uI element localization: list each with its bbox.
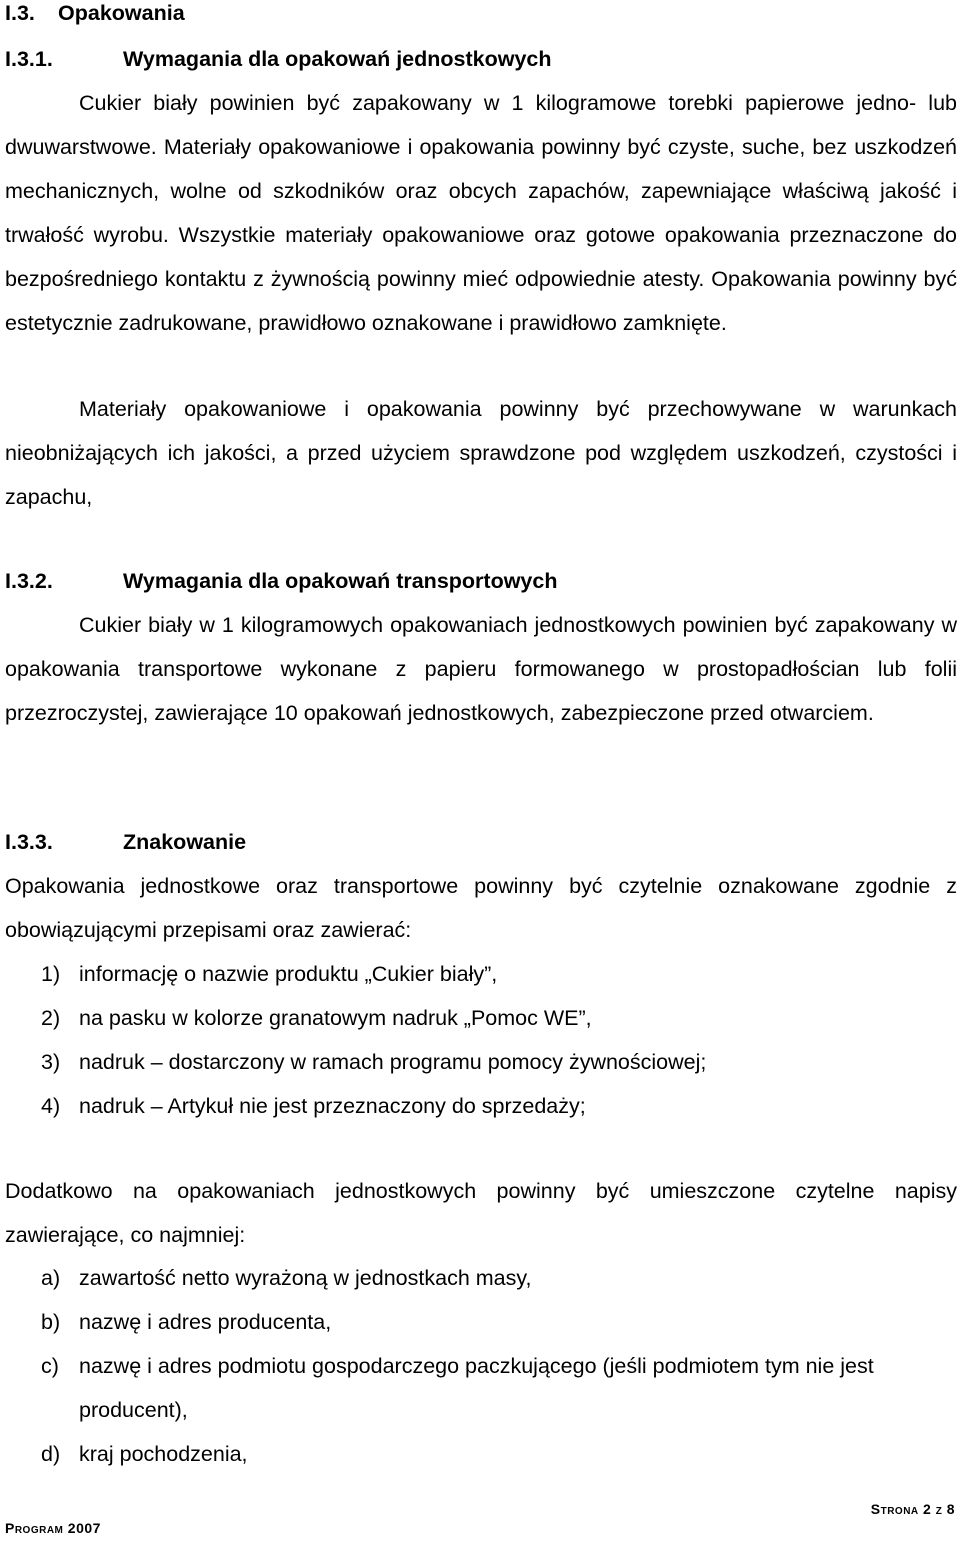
section-heading-1 — [5, 46, 552, 72]
list-item: b) nazwę i adres producenta, — [41, 1310, 332, 1334]
section-number: I.3.2. — [5, 569, 53, 593]
section-heading-3 — [5, 829, 246, 855]
section-number: I.3.3. — [5, 830, 53, 854]
section-number: I.3.1. — [5, 47, 53, 71]
list-item: 4) nadruk – Artykuł nie jest przeznaczony do sprzedaży; — [41, 1094, 586, 1118]
page-number: Strona 2 z 8 — [870, 1501, 955, 1517]
list-item: a) zawartość netto wyrażoną w jednostkach masy, — [41, 1266, 532, 1290]
section-number: I.3. — [5, 1, 35, 25]
paragraph-1-2: Materiały opakowaniowe i opakowania powinny być przechowywane w warunkach nieobniżających ich jakości, a przed użyciem sprawdzone pod względem uszkodzeń, czystości i zapachu, — [5, 397, 957, 509]
list-item: 3) nadruk – dostarczony w ramach programu pomocy żywnościowej; — [41, 1050, 707, 1074]
paragraph-2-1: Cukier biały w 1 kilogramowych opakowaniach jednostkowych powinien być zapakowany w opakowania transportowe wykonane z papieru formowanego w prostopadłościan lub folii przezroczystej, zawierające 10 opakowań jednostkowych, zabezpieczone przed otwarciem. — [5, 613, 957, 725]
section-heading-2 — [5, 568, 557, 594]
labeling-list-numbered — [5, 952, 883, 1128]
paragraph-1-1: Cukier biały powinien być zapakowany w 1 kilogramowe torebki papierowe jedno- lub dwuwarstwowe. Materiały opakowaniowe i opakowania powinny być czyste, suche, bez uszkodzeń mechanicznych, wolne od szkodników oraz obcych zapachów, zapewniające właściwą jakość i trwałość wyrobu. Wszystkie materiały opakowaniowe oraz gotowe opakowania przeznaczone do bezpośredniego kontaktu z żywnością powinny mieć odpowiednie atesty. Opakowania powinny być estetycznie zadrukowane, prawidłowo oznakowane i prawidłowo zamknięte. — [5, 91, 957, 335]
section-heading-main — [5, 0, 185, 26]
paragraph-3-2: Dodatkowo na opakowaniach jednostkowych powinny być umieszczone czytelne napisy zawierające, co najmniej: — [5, 1179, 957, 1247]
list-item: 1) informację o nazwie produktu „Cukier biały”, — [41, 962, 498, 986]
list-item: c) nazwę i adres podmiotu gospodarczego paczkującego (jeśli podmiotem tym nie jest producent), — [41, 1354, 874, 1422]
section-title: Wymagania dla opakowań transportowych — [123, 569, 558, 593]
list-item: d) kraj pochodzenia, — [41, 1442, 248, 1466]
footer-program: Program 2007 — [5, 1520, 101, 1536]
paragraph-3-1: Opakowania jednostkowe oraz transportowe powinny być czytelnie oznakowane zgodnie z obowiązującymi przepisami oraz zawierać: — [5, 874, 957, 942]
list-item: 2) na pasku w kolorze granatowym nadruk „Pomoc WE”, — [41, 1006, 592, 1030]
section-title: Wymagania dla opakowań jednostkowych — [123, 47, 552, 71]
labeling-list-lettered — [5, 1256, 883, 1476]
section-title: Znakowanie — [123, 830, 247, 854]
section-title: Opakowania — [58, 1, 185, 25]
